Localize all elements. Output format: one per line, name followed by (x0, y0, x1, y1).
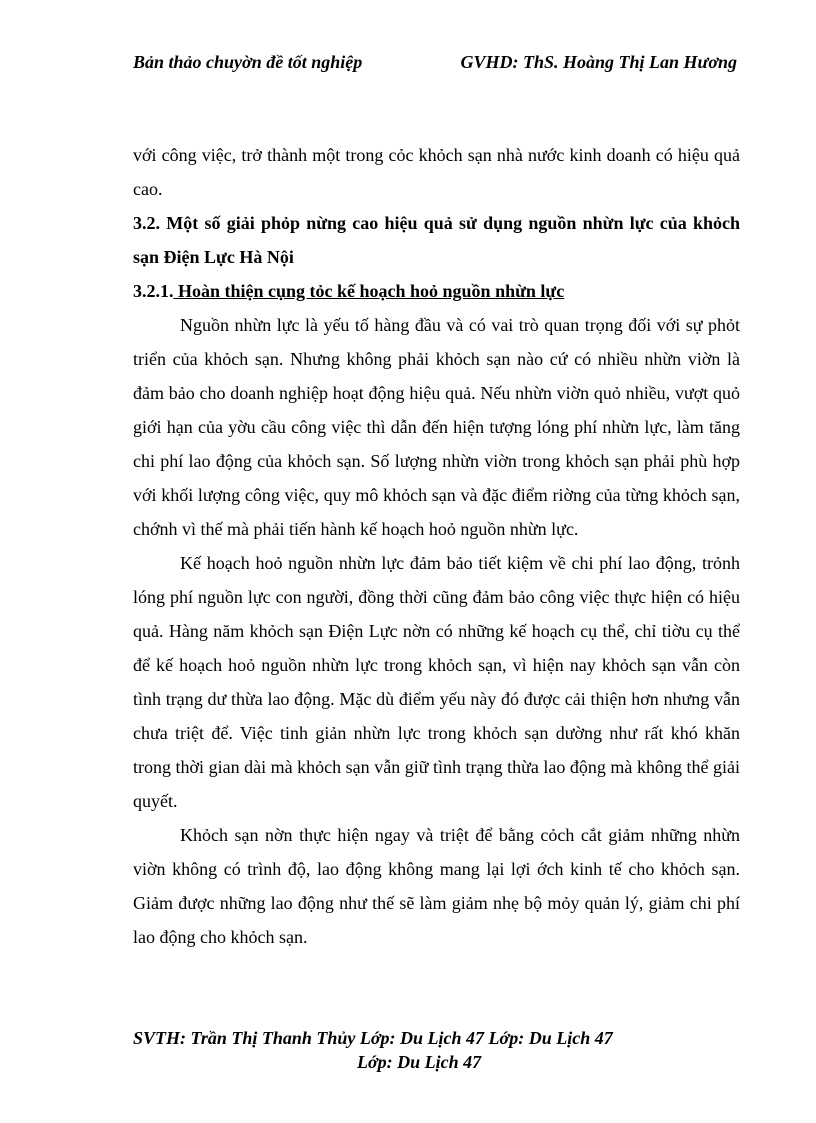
footer-student-line: SVTH: Trần Thị Thanh Thủy Lớp: Du Lịch 47 Lớp: Du Lịch 47 (133, 1028, 613, 1048)
subsection-heading (133, 274, 740, 308)
page-footer (133, 1026, 693, 1074)
paragraph-1: Nguồn nhừn lực là yếu tố hàng đầu và có vai trò quan trọng đối với sự phỏt triển của khỏch sạn. Nhưng không phải khỏch sạn nào cứ có nhiều nhừn viờn là đảm bảo cho doanh nghiệp hoạt động hiệu quả. Nếu nhừn viờn quỏ nhiều, vượt quỏ giới hạn của yờu cầu công việc thì dẫn đến hiện tượng lóng phí nhừn lực, làm tăng chi phí lao động của khỏch sạn. Số lượng nhừn viờn trong khỏch sạn phải phù hợp với khối lượng công việc, quy mô khỏch sạn và đặc điểm riờng của từng khỏch sạn, chớnh vì thế mà phải tiến hành kế hoạch hoỏ nguồn nhừn lực. (133, 315, 740, 539)
header-advisor: GVHD: ThS. Hoàng Thị Lan Hương (460, 52, 737, 72)
subsection-number: 3.2.1. (133, 281, 174, 301)
section-heading: 3.2. Một số giải phỏp nừng cao hiệu quả sử dụng nguồn nhừn lực của khỏch sạn Điện Lực Hà Nội (133, 213, 740, 267)
page-header (133, 52, 737, 78)
document-body (133, 138, 740, 954)
continuation-paragraph: với công việc, trở thành một trong cỏc khỏch sạn nhà nước kinh doanh có hiệu quả cao. (133, 145, 740, 199)
paragraph-3: Khỏch sạn nờn thực hiện ngay và triệt để bằng cỏch cắt giảm những nhừn viờn không có trình độ, lao động không mang lại lợi ớch kinh tế cho khỏch sạn. Giảm được những lao động như thế sẽ làm giảm nhẹ bộ mỏy quản lý, giảm chi phí lao động cho khỏch sạn. (133, 825, 740, 947)
paragraph-2: Kế hoạch hoỏ nguồn nhừn lực đảm bảo tiết kiệm về chi phí lao động, trỏnh lóng phí nguồn lực con người, đồng thời cũng đảm bảo công việc thực hiện có hiệu quả. Hàng năm khỏch sạn Điện Lực nờn có những kế hoạch cụ thể, chỉ tiờu cụ thể để kế hoạch hoỏ nguồn nhừn lực trong khỏch sạn, vì hiện nay khỏch sạn vẫn còn tình trạng dư thừa lao động. Mặc dù điểm yếu này đó được cải thiện hơn nhưng vẫn chưa triệt để. Việc tinh giản nhừn lực trong khỏch sạn dường như rất khó khăn trong thời gian dài mà khỏch sạn vẫn giữ tình trạng thừa lao động mà không thể giải quyết. (133, 553, 740, 811)
header-thesis-title: Bản thảo chuyờn đề tốt nghiệp (133, 52, 363, 72)
subsection-title: Hoàn thiện cụng tỏc kế hoạch hoỏ nguồn nhừn lực (173, 281, 565, 301)
footer-class-line: Lớp: Du Lịch 47 (357, 1052, 482, 1072)
